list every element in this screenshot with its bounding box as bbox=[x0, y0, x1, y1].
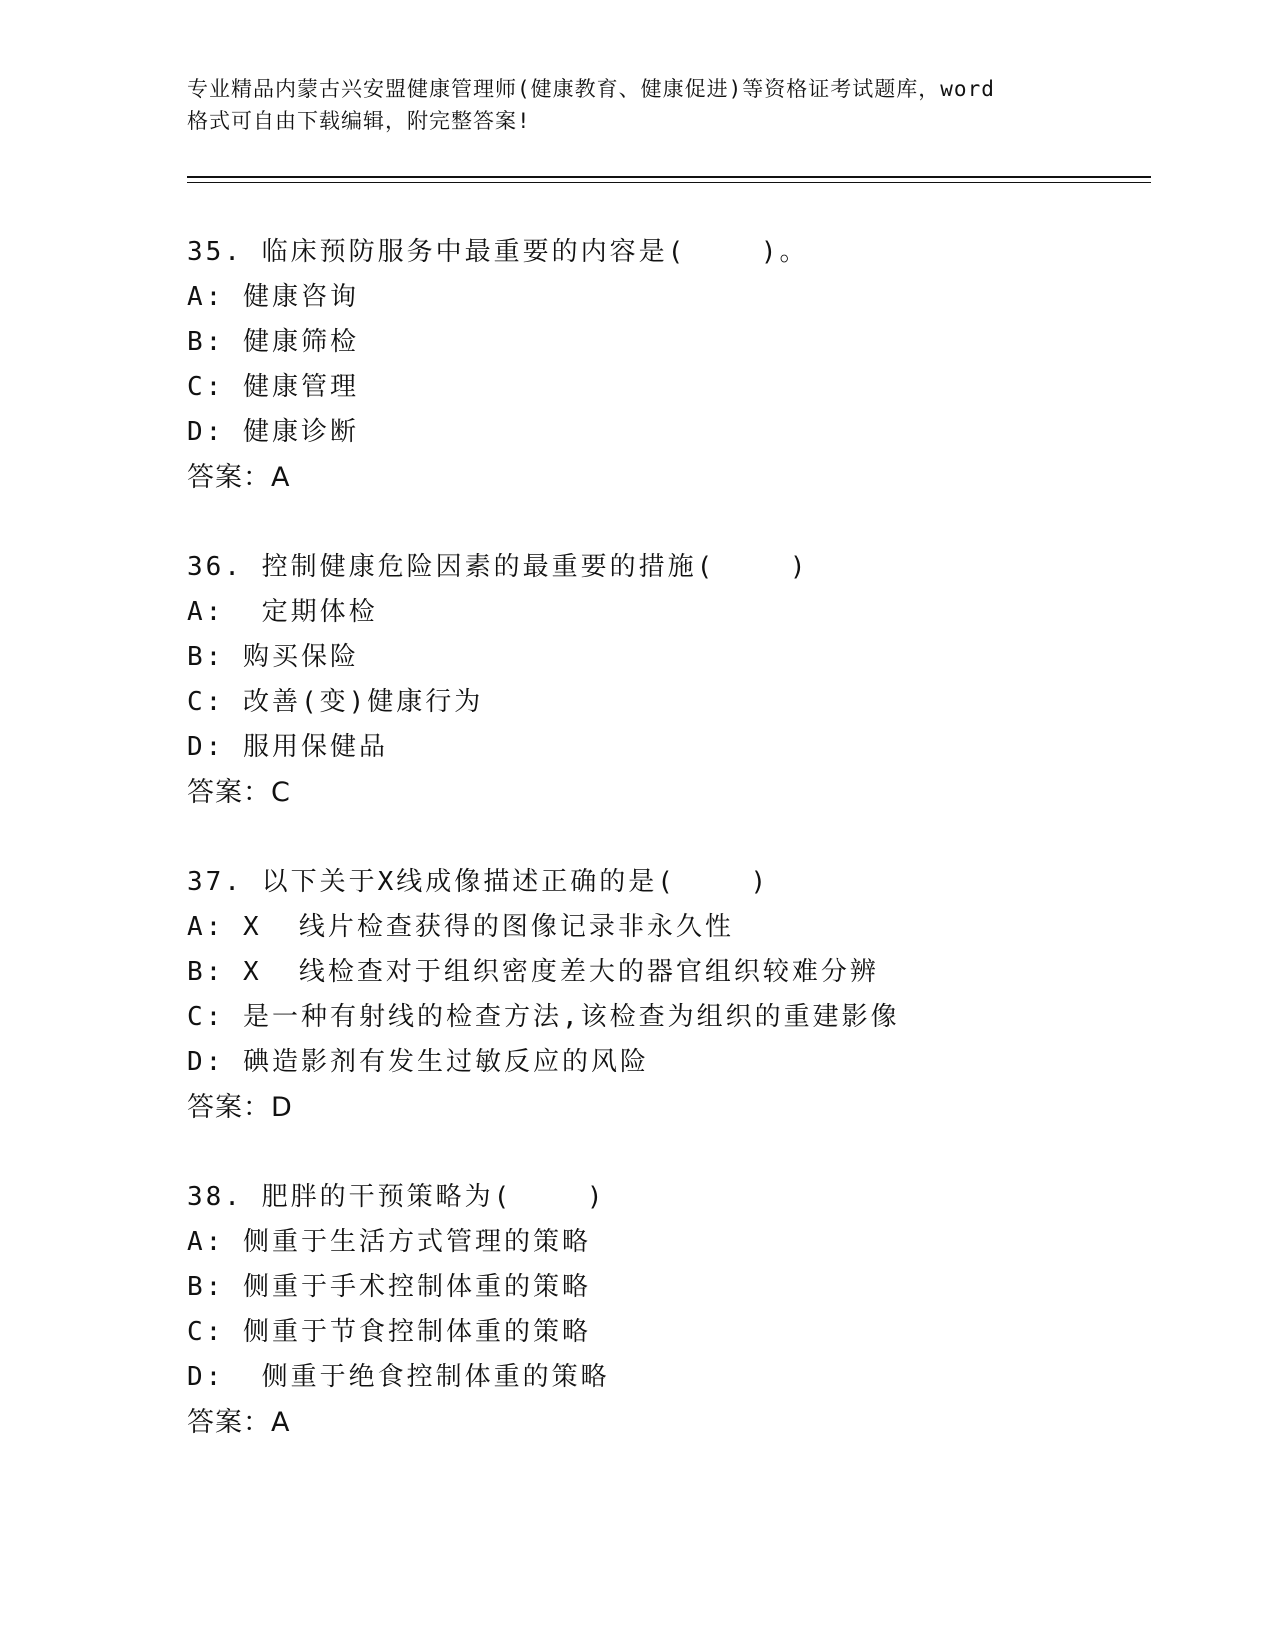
option-b: B: 侧重于手术控制体重的策略 bbox=[187, 1272, 591, 1302]
option-a: A: 侧重于生活方式管理的策略 bbox=[187, 1227, 591, 1257]
document-header bbox=[187, 73, 1087, 137]
answer-line: 答案：D bbox=[187, 1092, 293, 1123]
question-stem: 38. 肥胖的干预策略为( ) bbox=[187, 1182, 606, 1212]
answer-line: 答案：A bbox=[187, 462, 291, 493]
question-stem: 35. 临床预防服务中最重要的内容是( )。 bbox=[187, 237, 809, 267]
option-d: D: 服用保健品 bbox=[187, 732, 388, 762]
answer-line: 答案：A bbox=[187, 1407, 291, 1438]
option-b: B: 购买保险 bbox=[187, 642, 359, 672]
question-36 bbox=[187, 545, 1187, 815]
question-35 bbox=[187, 230, 1187, 500]
option-d: D: 健康诊断 bbox=[187, 417, 359, 447]
option-c: C: 侧重于节食控制体重的策略 bbox=[187, 1317, 591, 1347]
header-rule-thin bbox=[187, 182, 1151, 183]
option-c: C: 是一种有射线的检查方法,该检查为组织的重建影像 bbox=[187, 1002, 900, 1032]
option-c: C: 改善(变)健康行为 bbox=[187, 687, 484, 717]
question-38 bbox=[187, 1175, 1187, 1445]
option-b: B: 健康筛检 bbox=[187, 327, 359, 357]
answer-line: 答案：C bbox=[187, 777, 291, 808]
option-d: D: 侧重于绝食控制体重的策略 bbox=[187, 1362, 610, 1392]
option-a: A: 健康咨询 bbox=[187, 282, 359, 312]
option-c: C: 健康管理 bbox=[187, 372, 359, 402]
question-37 bbox=[187, 860, 1187, 1130]
option-a: A: X 线片检查获得的图像记录非永久性 bbox=[187, 912, 734, 942]
option-d: D: 碘造影剂有发生过敏反应的风险 bbox=[187, 1047, 649, 1077]
header-line-1: 专业精品内蒙古兴安盟健康管理师(健康教育、健康促进)等资格证考试题库，word bbox=[187, 77, 995, 101]
header-rule-thick bbox=[187, 176, 1151, 178]
question-stem: 36. 控制健康危险因素的最重要的措施( ) bbox=[187, 552, 809, 582]
option-a: A: 定期体检 bbox=[187, 597, 378, 627]
header-line-2: 格式可自由下载编辑，附完整答案! bbox=[187, 109, 531, 133]
option-b: B: X 线检查对于组织密度差大的器官组织较难分辨 bbox=[187, 957, 879, 987]
question-stem: 37. 以下关于X线成像描述正确的是( ) bbox=[187, 867, 770, 897]
